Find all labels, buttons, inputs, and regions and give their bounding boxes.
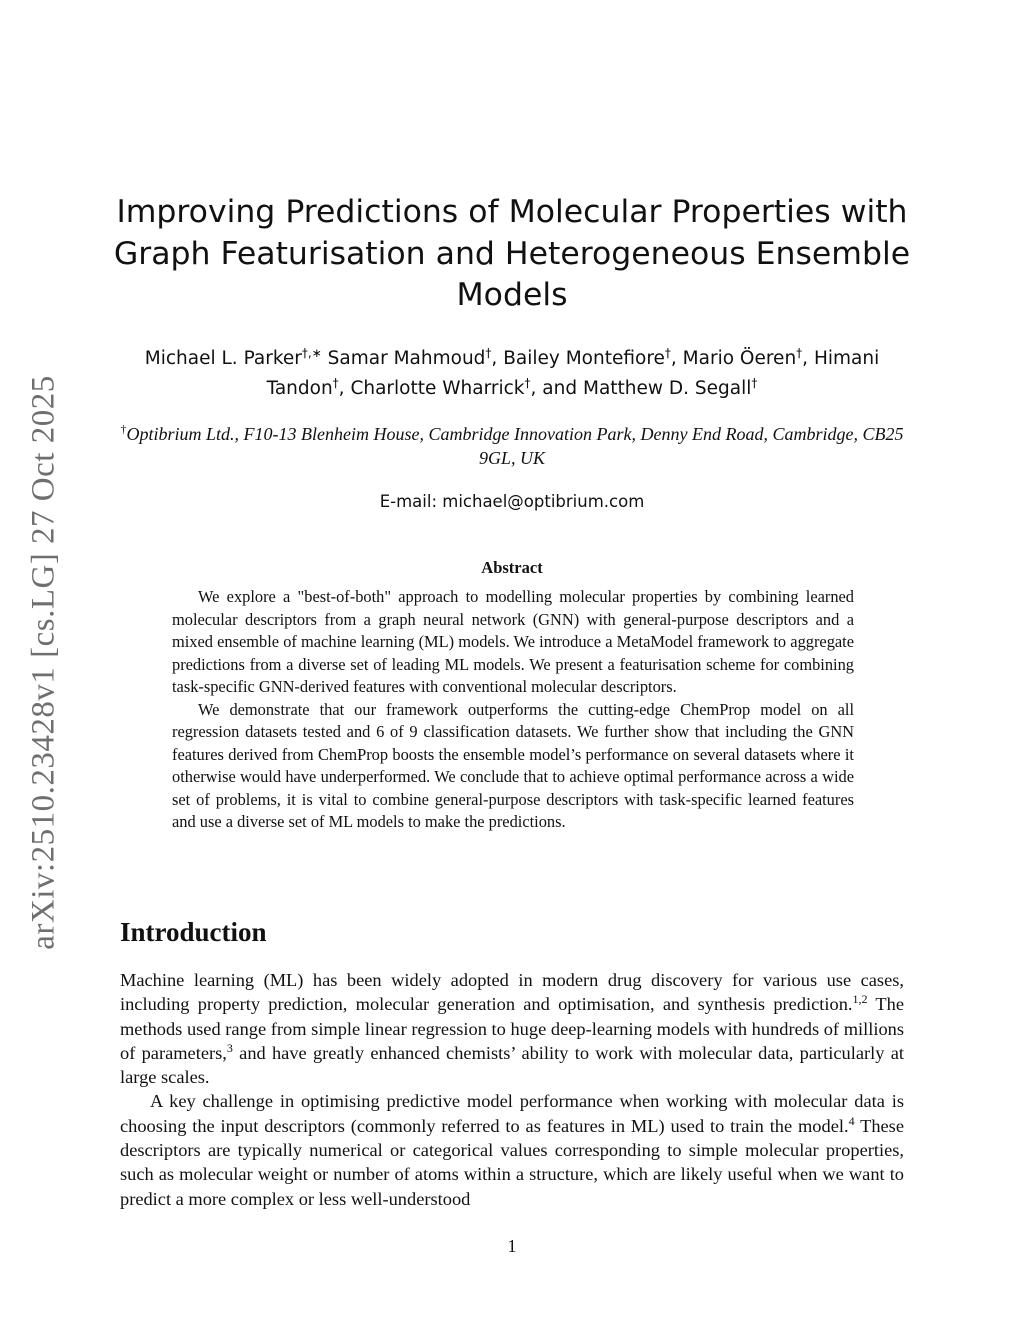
- abstract-paragraph: We demonstrate that our framework outperforms the cutting-edge ChemProp model on all regression datasets tested and 6 of 9 classification datasets. We further show that including the GNN features derived from ChemProp boosts the ensemble model’s performance on several datasets where it otherwise would have underperformed. We conclude that to achieve optimal performance across a wide set of problems, it is vital to combine general-purpose descriptors with task-specific learned features and use a diverse set of ML models to make the predictions.: [172, 699, 854, 831]
- body-paragraph: [120, 968, 904, 1089]
- author-mark: †: [796, 346, 803, 360]
- author-name: Bailey Montefiore: [503, 348, 665, 369]
- author-mark: †: [485, 346, 492, 360]
- body-text: A key challenge in optimising predictive model performance when working with molecular data is choosing the input descriptors (commonly referred to as features in ML) used to train the model.: [120, 1091, 904, 1136]
- arxiv-identifier-stamp: [18, 372, 70, 952]
- abstract-heading: Abstract: [481, 558, 543, 577]
- body-paragraph: [120, 1089, 904, 1210]
- author-name: Charlotte Wharrick: [350, 378, 525, 399]
- author-name: Himani Tandon: [266, 348, 880, 399]
- arxiv-identifier-text: arXiv:2510.23428v1 [cs.LG] 27 Oct 2025: [25, 374, 62, 950]
- abstract-body: [172, 586, 854, 834]
- body-text: and have greatly enhanced chemists’ ability to work with molecular data, particularly at large scales.: [120, 1042, 904, 1088]
- section-heading-introduction: Introduction: [120, 917, 267, 947]
- author-list: Michael L. Parker†,∗ Samar Mahmoud†, Bailey Montefiore†, Mario Öeren†, Himani Tandon†, Charlotte Wharrick†, and Matthew D. Segall†: [144, 346, 880, 399]
- affiliation-text: Optibrium Ltd., F10-13 Blenheim House, Cambridge Innovation Park, Denny End Road, Cambridge, CB25 9GL, UK: [126, 424, 904, 468]
- author-conjunction: and: [542, 378, 578, 399]
- introduction-body: [120, 968, 904, 1211]
- author-mark: †: [524, 376, 531, 390]
- author-mark: †: [751, 376, 758, 390]
- affiliation: [110, 422, 914, 470]
- author-name: Michael L. Parker: [144, 348, 302, 369]
- abstract-paragraph: We explore a "best-of-both" approach to modelling molecular properties by combining learned molecular descriptors from a graph neural network (GNN) with general-purpose descriptors and a mixed ensemble of machine learning (ML) models. We introduce a MetaModel framework to aggregate predictions from a diverse set of leading ML models. We present a featurisation scheme for combining task-specific GNN-derived features with conventional molecular descriptors.: [172, 587, 854, 696]
- body-text: Machine learning (ML) has been widely adopted in modern drug discovery for various use cases, including property prediction, molecular generation and optimisation, and synthesis prediction.: [120, 970, 904, 1015]
- author-mark: †,∗: [301, 346, 322, 360]
- citation-ref: 1,2: [852, 992, 868, 1007]
- body-text: The methods used range from simple linear regression to huge deep-learning models with hundreds of millions of parameters,: [120, 994, 905, 1063]
- citation-ref: 3: [226, 1040, 233, 1055]
- body-text: These descriptors are typically numerical or categorical values corresponding to simple molecular properties, such as molecular weight or number of atoms within a structure, which are likely useful when we want to predict a more complex or less well-understood: [120, 1115, 904, 1209]
- author-mark: †: [332, 376, 339, 390]
- affiliation-mark: †: [120, 422, 127, 436]
- page-number: 1: [507, 1236, 517, 1256]
- author-mark: †: [664, 346, 671, 360]
- contact-email: E-mail: michael@optibrium.com: [379, 492, 645, 511]
- author-name: Mario Öeren: [682, 348, 797, 369]
- author-name: Matthew D. Segall: [583, 378, 752, 399]
- paper-title: Improving Predictions of Molecular Properties with Graph Featurisation and Heterogeneous Ensemble Models: [113, 194, 911, 313]
- citation-ref: 4: [848, 1113, 855, 1128]
- author-name: Samar Mahmoud: [327, 348, 486, 369]
